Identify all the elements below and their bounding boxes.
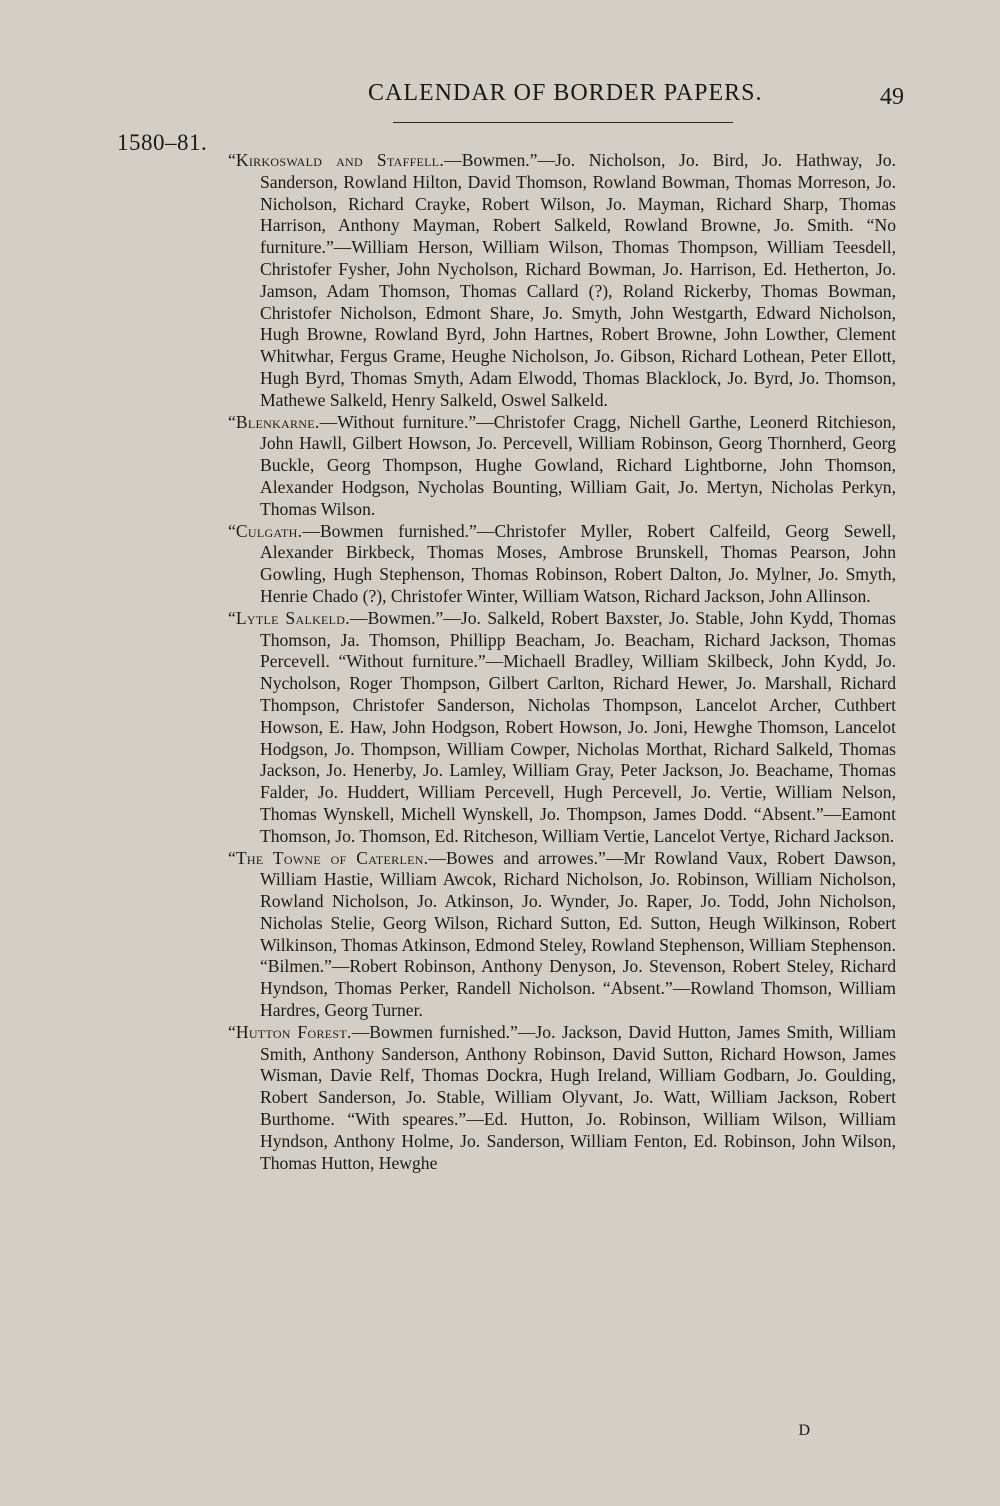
entry-culgath: “Culgath.—Bowmen furnished.”—Christofer Myller, Robert Calfeild, Georg Sewell, Alexander Birkbeck, Thomas Moses, Ambrose Brunskell, Thomas Pearson, John Gowling, Hugh Stephenson, Thomas Robinson, Robert Dalton, Jo. Mylner, Jo. Smyth, Henrie Chado (?), Christofer Winter, William Watson, Richard Jackson, John Allinson.: [228, 520, 896, 606]
year-label: 1580–81.: [117, 130, 208, 155]
entry-kirkoswald: “Kirkoswald and Staffell.—Bowmen.”—Jo. Nicholson, Jo. Bird, Jo. Hathway, Jo. Sanderson, Rowland Hilton, David Thomson, Rowland Bowman, Thomas Morreson, Jo. Nicholson, Richard Crayke, Robert Wilson, Jo. Mayman, Richard Sharp, Thomas Harrison, Anthony Mayman, Robert Salkeld, Rowland Browne, Jo. Smith. “No furniture.”—William Herson, William Wilson, Thomas Thompson, William Teesdell, Christofer Fysher, John Nycholson, Richard Bowman, Jo. Harrison, Ed. Hetherton, Jo. Jamson, Adam Thomson, Thomas Callard (?), Roland Rickerby, Thomas Bowman, Christofer Nicholson, Edmont Share, Jo. Smyth, John Westgarth, Edward Nicholson, Hugh Browne, Rowland Byrd, John Hartnes, Robert Browne, John Lowther, Clement Whitwhar, Fergus Grame, Heughe Nicholson, Jo. Gibson, Richard Lothean, Peter Ellott, Hugh Byrd, Thomas Smyth, Adam Elwodd, Thomas Blacklock, Jo. Byrd, Jo. Thomson, Mathewe Salkeld, Henry Salkeld, Oswel Salkeld.: [228, 150, 896, 410]
entry-lytle-salkeld: “Lytle Salkeld.—Bowmen.”—Jo. Salkeld, Robert Baxster, Jo. Stable, John Kydd, Thomas Thomson, Ja. Thomson, Phillipp Beacham, Jo. Beacham, Richard Jackson, Thomas Percevell. “Without furniture.”—Michaell Bradley, William Skilbeck, John Kydd, Jo. Nycholson, Roger Thompson, Gilbert Carlton, Richard Hewer, Jo. Marshall, Richard Thompson, Christofer Sanderson, Nicholas Thompson, Lancelot Archer, Cuthbert Howson, E. Haw, John Hodgson, Robert Howson, Jo. Joni, Hewghe Thomson, Lancelot Hodgson, Jo. Thompson, William Cowper, Nicholas Morthat, Richard Salkeld, Thomas Jackson, Jo. Henerby, Jo. Lamley, William Gray, Peter Jackson, Jo. Beachame, Thomas Falder, Jo. Huddert, William Percevell, Hugh Percevell, Jo. Vertie, William Nelson, Thomas Wynskell, Michell Wynskell, Jo. Thompson, James Dodd. “Absent.”—Eamont Thomson, Jo. Thomson, Ed. Ritcheson, William Vertie, Lancelot Vertye, Richard Jackson.: [228, 607, 896, 846]
entry-text: —Bowmen.”—Jo. Salkeld, Robert Baxster, Jo. Stable, John Kydd, Thomas Thomson, Ja. Thomson, Phillipp Beacham, Jo. Beacham, Richard Jackson, Thomas Percevell. “Without furniture.”—Michaell Bradley, William Skilbeck, John Kydd, Jo. Nycholson, Roger Thompson, Gilbert Carlton, Richard Hewer, Jo. Marshall, Richard Thompson, Christofer Sanderson, Nicholas Thompson, Lancelot Archer, Cuthbert Howson, E. Haw, John Hodgson, Robert Howson, Jo. Joni, Hewghe Thomson, Lancelot Hodgson, Jo. Thompson, William Cowper, Nicholas Morthat, Richard Salkeld, Thomas Jackson, Jo. Henerby, Jo. Lamley, William Gray, Peter Jackson, Jo. Beachame, Thomas Falder, Jo. Huddert, William Percevell, Hugh Percevell, Jo. Vertie, William Nelson, Thomas Wynskell, Michell Wynskell, Jo. Thompson, James Dodd. “Absent.”—Eamont Thomson, Jo. Thomson, Ed. Ritcheson, William Vertie, Lancelot Vertye, Richard Jackson.: [260, 607, 896, 846]
entry-hutton-forest: “Hutton Forest.—Bowmen furnished.”—Jo. Jackson, David Hutton, James Smith, William Smith, Anthony Sanderson, Anthony Robinson, David Sutton, Richard Howson, James Wisman, Davie Relf, Thomas Dockra, Hugh Ireland, William Godbarn, Jo. Goulding, Robert Sanderson, Jo. Stable, William Olyvant, Jo. Watt, William Jackson, Robert Burthome. “With speares.”—Ed. Hutton, Jo. Robinson, William Wilson, William Hyndson, Anthony Holme, Jo. Sanderson, William Fenton, Ed. Robinson, John Wilson, Thomas Hutton, Hewghe: [228, 1021, 896, 1173]
entry-place: Culgath.: [235, 520, 303, 541]
entry-place: The Towne of Caterlen.: [235, 847, 429, 868]
entry-text: —Bowmen furnished.”—Jo. Jackson, David Hutton, James Smith, William Smith, Anthony Sanderson, Anthony Robinson, David Sutton, Richard Howson, James Wisman, Davie Relf, Thomas Dockra, Hugh Ireland, William Godbarn, Jo. Goulding, Robert Sanderson, Jo. Stable, William Olyvant, Jo. Watt, William Jackson, Robert Burthome. “With speares.”—Ed. Hutton, Jo. Robinson, William Wilson, William Hyndson, Anthony Holme, Jo. Sanderson, William Fenton, Ed. Robinson, John Wilson, Thomas Hutton, Hewghe: [260, 1021, 896, 1173]
entry-text: —Without furniture.”—Christofer Cragg, Nichell Garthe, Leonerd Ritchieson, John Hawll, Gilbert Howson, Jo. Percevell, William Robinson, Georg Thornherd, Georg Buckle, Georg Thompson, Hughe Gowland, Richard Lightborne, John Thomson, Alexander Hodgson, Nycholas Bounting, William Gait, Jo. Mertyn, Nicholas Perkyn, Thomas Wilson.: [260, 411, 896, 519]
header-rule: [393, 122, 733, 123]
entry-text: —Bowmen furnished.”—Christofer Myller, Robert Calfeild, Georg Sewell, Alexander Birkbeck, Thomas Moses, Ambrose Brunskell, Thomas Pearson, John Gowling, Hugh Stephenson, Thomas Robinson, Robert Dalton, Jo. Mylner, Jo. Smyth, Henrie Chado (?), Christofer Winter, William Watson, Richard Jackson, John Allinson.: [260, 520, 896, 606]
entry-blenkarne: “Blenkarne.—Without furniture.”—Christofer Cragg, Nichell Garthe, Leonerd Ritchieson, John Hawll, Gilbert Howson, Jo. Percevell, William Robinson, Georg Thornherd, Georg Buckle, Georg Thompson, Hughe Gowland, Richard Lightborne, John Thomson, Alexander Hodgson, Nycholas Bounting, William Gait, Jo. Mertyn, Nicholas Perkyn, Thomas Wilson.: [228, 411, 896, 519]
running-title: CALENDAR OF BORDER PAPERS.: [368, 80, 763, 106]
signature-mark: D: [798, 1422, 810, 1439]
page-number: 49: [880, 84, 904, 110]
entry-towne-of-caterlen: “The Towne of Caterlen.—Bowes and arrowes.”—Mr Rowland Vaux, Robert Dawson, William Hastie, William Awcok, Richard Nicholson, Jo. Robinson, William Nicholson, Rowland Nicholson, Jo. Atkinson, Jo. Wynder, Jo. Raper, Jo. Todd, John Nicholson, Nicholas Stelie, Georg Wilson, Richard Sutton, Ed. Sutton, Heugh Wilkinson, Robert Wilkinson, Thomas Atkinson, Edmond Steley, Rowland Stephenson, William Stephenson. “Bilmen.”—Robert Robinson, Anthony Denyson, Jo. Stevenson, Robert Steley, Richard Hyndson, Thomas Perker, Randell Nicholson. “Absent.”—Rowland Thomson, William Hardres, Georg Turner.: [228, 847, 896, 1021]
entry-place: Hutton Forest.: [235, 1021, 352, 1042]
entry-place: Lytle Salkeld.: [235, 607, 350, 628]
entry-text: —Bowes and arrowes.”—Mr Rowland Vaux, Robert Dawson, William Hastie, William Awcok, Richard Nicholson, Jo. Robinson, William Nicholson, Rowland Nicholson, Jo. Atkinson, Jo. Wynder, Jo. Raper, Jo. Todd, John Nicholson, Nicholas Stelie, Georg Wilson, Richard Sutton, Ed. Sutton, Heugh Wilkinson, Robert Wilkinson, Thomas Atkinson, Edmond Steley, Rowland Stephenson, William Stephenson. “Bilmen.”—Robert Robinson, Anthony Denyson, Jo. Stevenson, Robert Steley, Richard Hyndson, Thomas Perker, Randell Nicholson. “Absent.”—Rowland Thomson, William Hardres, Georg Turner.: [260, 847, 896, 1021]
entry-place: Blenkarne.: [235, 411, 320, 432]
entry-text: —Bowmen.”—Jo. Nicholson, Jo. Bird, Jo. Hathway, Jo. Sanderson, Rowland Hilton, David Thomson, Rowland Bowman, Thomas Morreson, Jo. Nicholson, Richard Crayke, Robert Wilson, Jo. Mayman, Richard Sharp, Thomas Harrison, Anthony Mayman, Robert Salkeld, Rowland Browne, Jo. Smith. “No furniture.”—William Herson, William Wilson, Thomas Thompson, William Teesdell, Christofer Fysher, John Nycholson, Richard Bowman, Jo. Harrison, Ed. Hetherton, Jo. Jamson, Adam Thomson, Thomas Callard (?), Roland Rickerby, Thomas Bowman, Christofer Nicholson, Edmont Share, Jo. Smyth, John Westgarth, Edward Nicholson, Hugh Browne, Rowland Byrd, John Hartnes, Robert Browne, John Lowther, Clement Whitwhar, Fergus Grame, Heughe Nicholson, Jo. Gibson, Richard Lothean, Peter Ellott, Hugh Byrd, Thomas Smyth, Adam Elwodd, Thomas Blacklock, Jo. Byrd, Jo. Thomson, Mathewe Salkeld, Henry Salkeld, Oswel Salkeld.: [260, 150, 896, 410]
entry-place: Kirkoswald and Staffell.: [235, 150, 445, 170]
entries: [228, 150, 896, 1174]
